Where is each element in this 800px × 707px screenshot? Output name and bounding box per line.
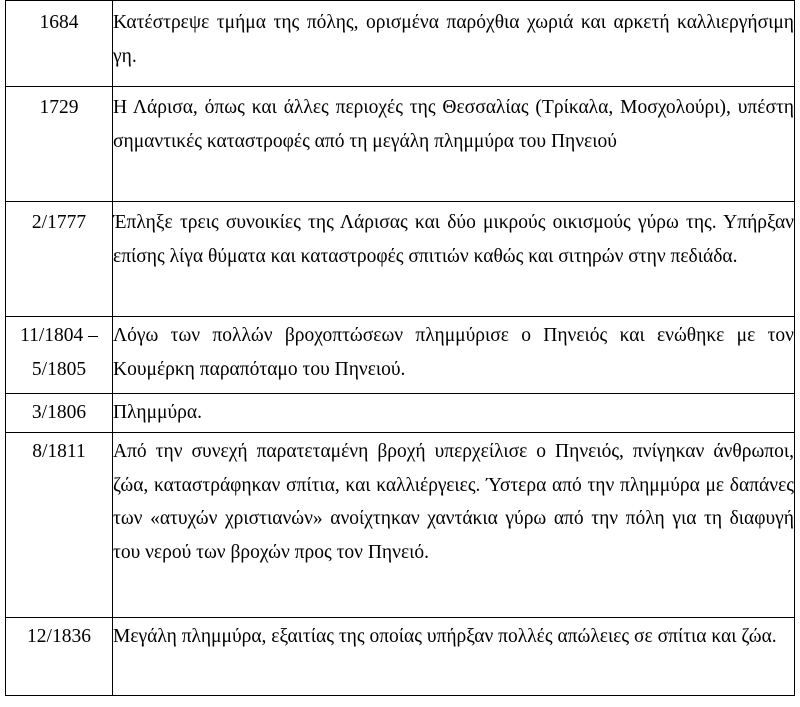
date-cell: 3/1806 <box>6 394 113 433</box>
date-cell: 1684 <box>6 1 113 87</box>
table-row <box>6 202 795 317</box>
table-row <box>6 87 795 202</box>
date-cell: 12/1836 <box>6 618 113 696</box>
date-cell: 2/1777 <box>6 202 113 317</box>
date-cell: 8/1811 <box>6 433 113 618</box>
table-row <box>6 618 795 696</box>
date-cell: 11/1804 – 5/1805 <box>6 317 113 394</box>
table-row <box>6 1 795 87</box>
table-row <box>6 317 795 394</box>
description-cell: Η Λάρισα, όπως και άλλες περιοχές της Θεσσαλίας (Τρίκαλα, Μοσχολούρι), υπέστη σημαντικές καταστροφές από τη μεγάλη πλημμύρα του Πηνειού <box>113 87 795 202</box>
table-row <box>6 433 795 618</box>
description-cell: Έπληξε τρεις συνοικίες της Λάρισας και δύο μικρούς οικισμούς γύρω της. Υπήρξαν επίσης λίγα θύματα και καταστροφές σπιτιών καθώς και σιτηρών στην πεδιάδα. <box>113 202 795 317</box>
description-cell: Μεγάλη πλημμύρα, εξαιτίας της οποίας υπήρξαν πολλές απώλειες σε σπίτια και ζώα. <box>113 618 795 696</box>
description-cell: Κατέστρεψε τμήμα της πόλης, ορισμένα παρόχθια χωριά και αρκετή καλλιεργήσιμη γη. <box>113 1 795 87</box>
description-cell: Από την συνεχή παρατεταμένη βροχή υπερχείλισε ο Πηνειός, πνίγηκαν άνθρωποι, ζώα, καταστράφηκαν σπίτια, και καλλιέργειες. Ύστερα από την πλημμύρα με δαπάνες των «ατυχών χριστιανών» ανοίχτηκαν χαντάκια γύρω από την πόλη για τη διαφυγή του νερού των βροχών προς τον Πηνειό. <box>113 433 795 618</box>
date-cell: 1729 <box>6 87 113 202</box>
flood-history-table <box>5 0 795 696</box>
description-cell: Πλημμύρα. <box>113 394 795 433</box>
table-row <box>6 394 795 433</box>
description-cell: Λόγω των πολλών βροχοπτώσεων πλημμύρισε ο Πηνειός και ενώθηκε με τον Κουμέρκη παραπόταμο του Πηνειού. <box>113 317 795 394</box>
